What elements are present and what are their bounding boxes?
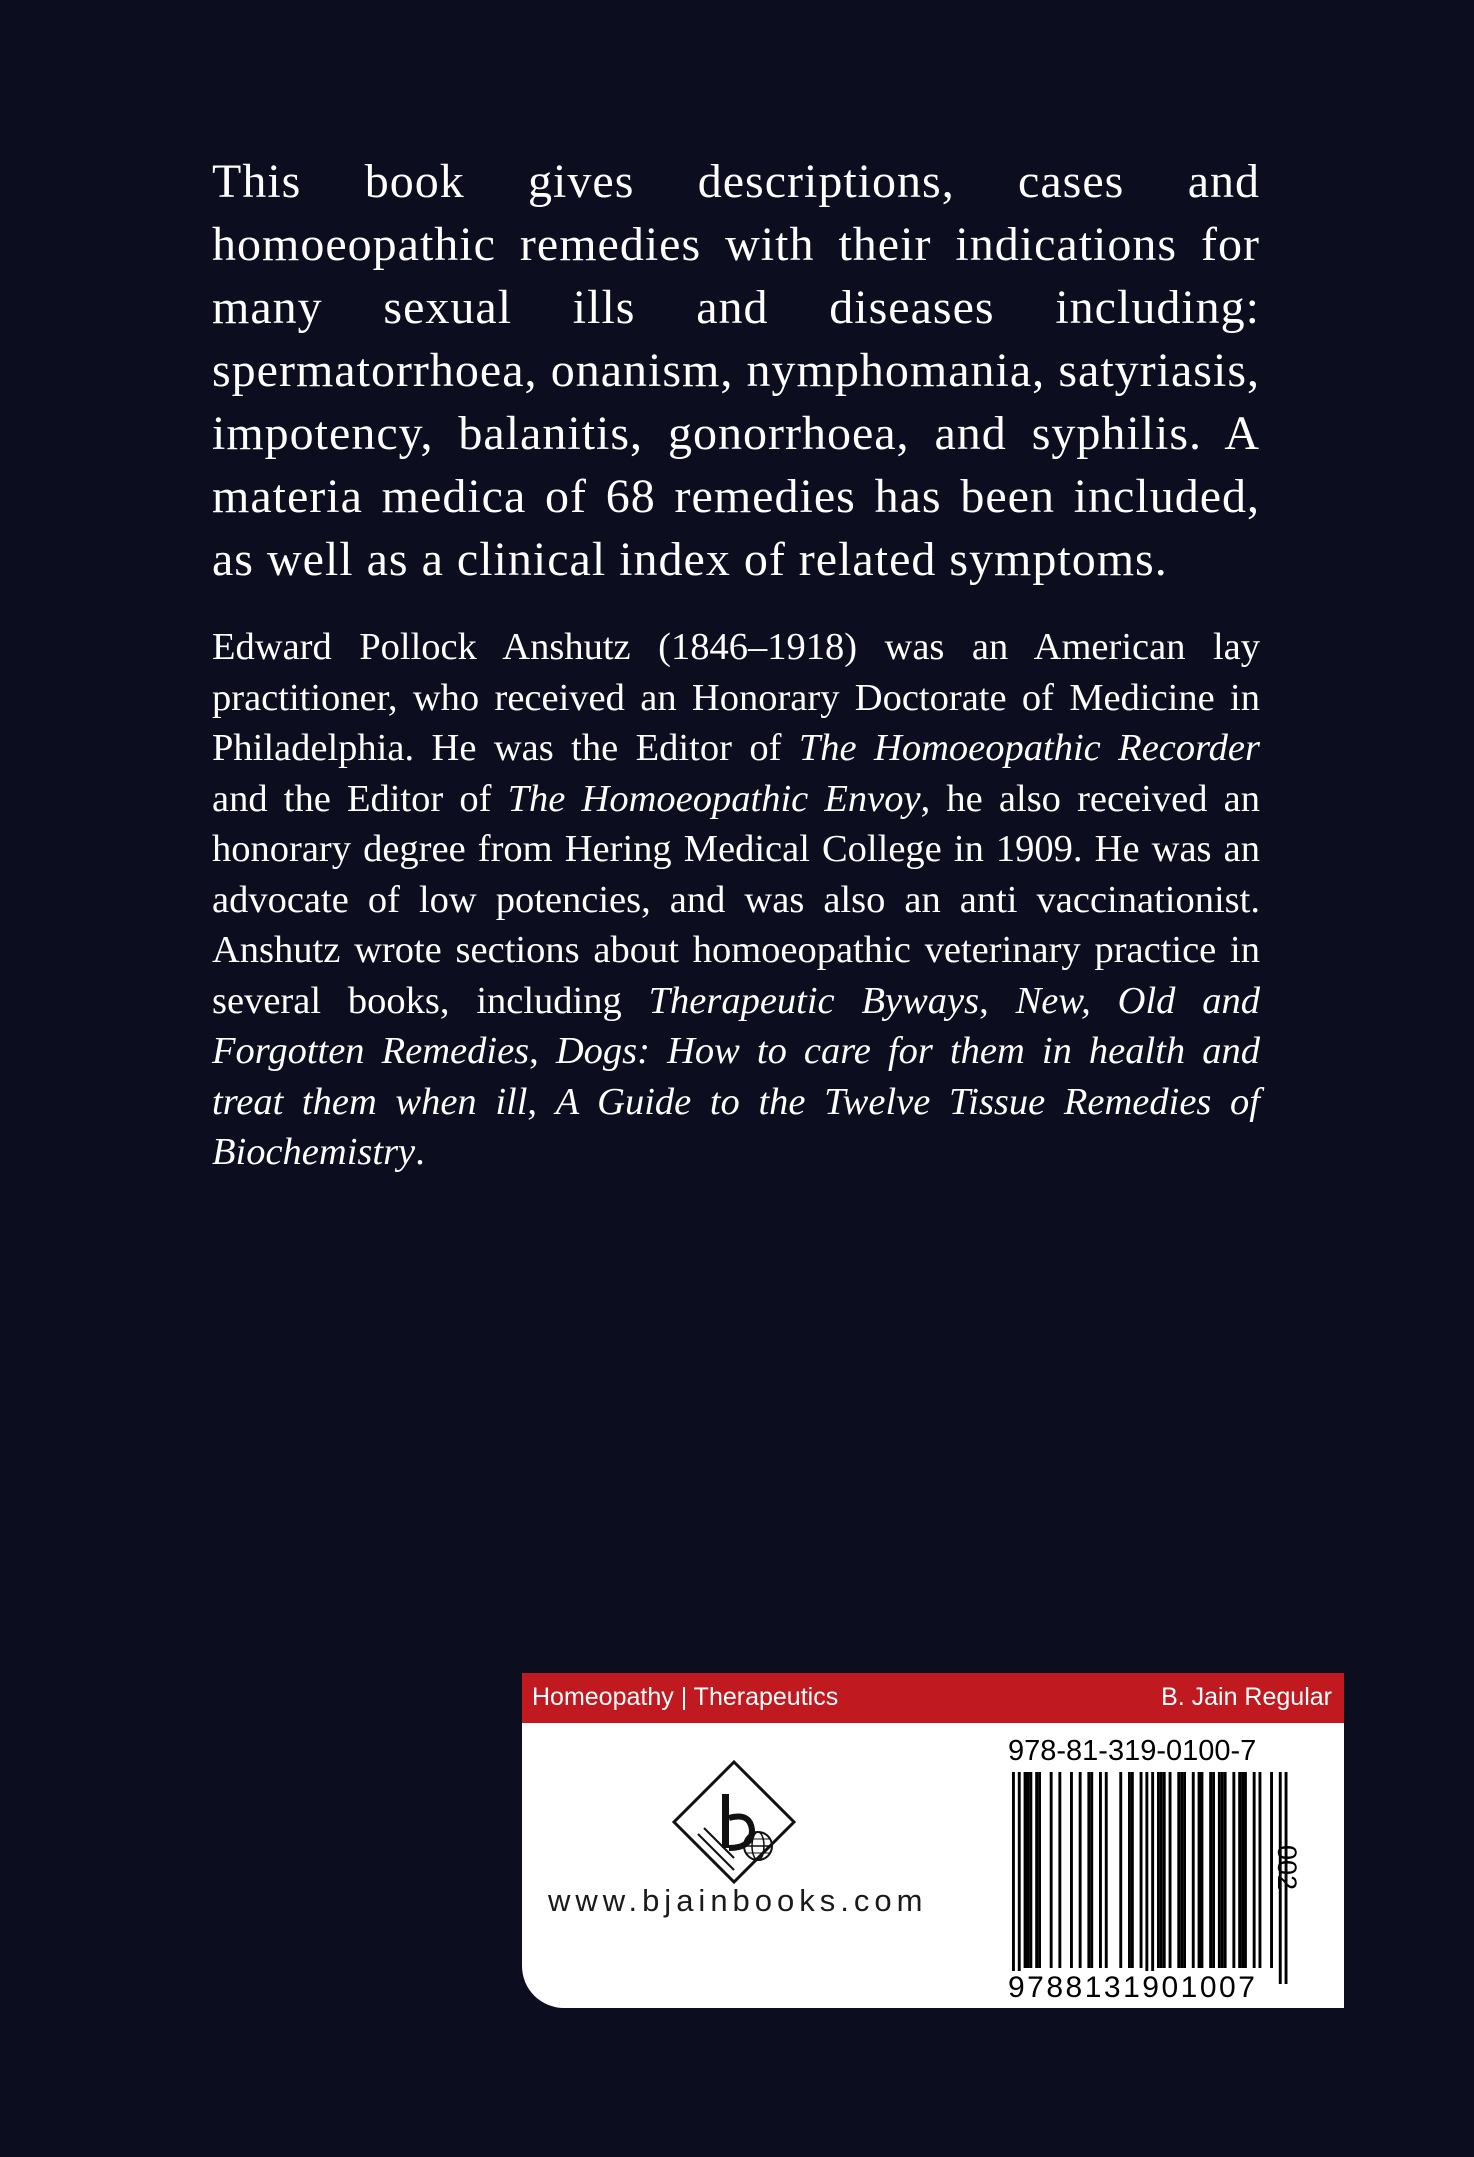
bio-separator: , bbox=[527, 1080, 556, 1123]
barcode-bar bbox=[1212, 1772, 1215, 1968]
barcode-bar bbox=[1209, 1772, 1212, 1968]
barcode-bar bbox=[1157, 1772, 1160, 1968]
book-title: Therapeutic Byways bbox=[648, 979, 980, 1022]
barcode-bar bbox=[1087, 1772, 1090, 1968]
category-label: Homeopathy | Therapeutics bbox=[532, 1683, 839, 1711]
barcode-bar bbox=[1177, 1772, 1180, 1968]
barcode-bar bbox=[1119, 1772, 1122, 1968]
imprint-label: B. Jain Regular bbox=[1161, 1683, 1332, 1711]
journal-title: The Homoeopathic Recorder bbox=[798, 727, 1260, 769]
bjain-logo-icon bbox=[670, 1758, 798, 1886]
ean13-barcode bbox=[1006, 1772, 1288, 1992]
barcode-bar bbox=[1018, 1772, 1021, 1984]
barcode-bar bbox=[1029, 1772, 1032, 1968]
book-title: Dogs: How to care for them in health and treat them when ill bbox=[212, 1030, 1260, 1123]
barcode-bar bbox=[1140, 1772, 1143, 1968]
publisher-url: www.bjainbooks.com bbox=[548, 1883, 928, 1918]
bio-text: , he also received an honorary degree from Hering Medical College in 1909. He was an advocate of low potencies, and was also an anti vaccinationist. Anshutz wrote sections about homoeopathic veterinary practice in several books, including bbox=[212, 777, 1260, 1022]
barcode-bar bbox=[1201, 1772, 1204, 1968]
barcode-bar bbox=[1160, 1772, 1163, 1968]
bio-text: Edward Pollock Anshutz (1846–1918) was an American lay practitioner, who received an Honorary Doctorate of Medicine in Philadelphia. He was the Editor of bbox=[212, 626, 1260, 769]
barcode-bar bbox=[1169, 1772, 1172, 1968]
bio-text: . bbox=[415, 1131, 425, 1173]
category-bar bbox=[522, 1673, 1344, 1723]
barcode-bar bbox=[1035, 1772, 1038, 1968]
bio-separator: , bbox=[529, 1030, 556, 1072]
barcode-addon-code: 002 bbox=[1272, 1845, 1302, 1891]
barcode-digits: 9788131901007 bbox=[1008, 1971, 1258, 2004]
barcode-bar bbox=[1192, 1772, 1195, 1968]
barcode-bar bbox=[1163, 1772, 1166, 1968]
barcode-bar bbox=[1218, 1772, 1221, 1968]
barcode-bar bbox=[1079, 1772, 1082, 1968]
barcode-bar bbox=[1099, 1772, 1102, 1968]
barcode-bar bbox=[1058, 1772, 1061, 1968]
barcode-bar bbox=[1050, 1772, 1053, 1968]
barcode-bar bbox=[1151, 1772, 1154, 1984]
barcode-bar bbox=[1131, 1772, 1134, 1968]
barcode-bar bbox=[1027, 1772, 1030, 1968]
barcode-bar bbox=[1241, 1772, 1244, 1968]
barcode-bar bbox=[1183, 1772, 1186, 1968]
barcode-bar bbox=[1244, 1772, 1247, 1968]
barcode-bar bbox=[1221, 1772, 1224, 1968]
journal-title: The Homoeopathic Envoy bbox=[507, 777, 921, 820]
barcode-bar bbox=[1224, 1772, 1227, 1968]
barcode-bar bbox=[1038, 1772, 1041, 1968]
barcode-bar bbox=[1090, 1772, 1093, 1968]
barcode-bar bbox=[1070, 1772, 1073, 1968]
barcode-bar bbox=[1232, 1772, 1235, 1968]
book-title: A Guide to the Twelve Tissue Remedies of Biochemistry bbox=[212, 1080, 1260, 1173]
barcode-bar bbox=[1238, 1772, 1241, 1968]
bio-text: and the Editor of bbox=[212, 777, 508, 820]
isbn-number: 978-81-319-0100-7 bbox=[1008, 1735, 1257, 1767]
barcode-bar bbox=[1128, 1772, 1131, 1968]
barcode-bar bbox=[1012, 1772, 1015, 1984]
info-panel bbox=[522, 1673, 1344, 2008]
barcode-bar bbox=[1024, 1772, 1027, 1968]
bio-separator: , bbox=[979, 979, 1016, 1022]
author-bio bbox=[212, 622, 1260, 1178]
barcode-bar bbox=[1253, 1772, 1256, 1968]
book-title: New, Old and Forgotten Remedies bbox=[212, 979, 1260, 1072]
barcode-bar bbox=[1259, 1772, 1262, 1968]
cover-blurb: This book gives descriptions, cases and homoeopathic remedies with their indications for many sexual ills and diseases including: spermatorrhoea, onanism, nymphomania, satyriasis, impotency, balanitis, gonorrhoea, and syphilis. A materia medica of 68 remedies has been included, as well as a clinical index of related symptoms. bbox=[212, 155, 1260, 586]
barcode-bar bbox=[1145, 1772, 1148, 1984]
barcode-bar bbox=[1198, 1772, 1201, 1968]
barcode-bar bbox=[1105, 1772, 1108, 1968]
barcode-bar bbox=[1180, 1772, 1183, 1968]
